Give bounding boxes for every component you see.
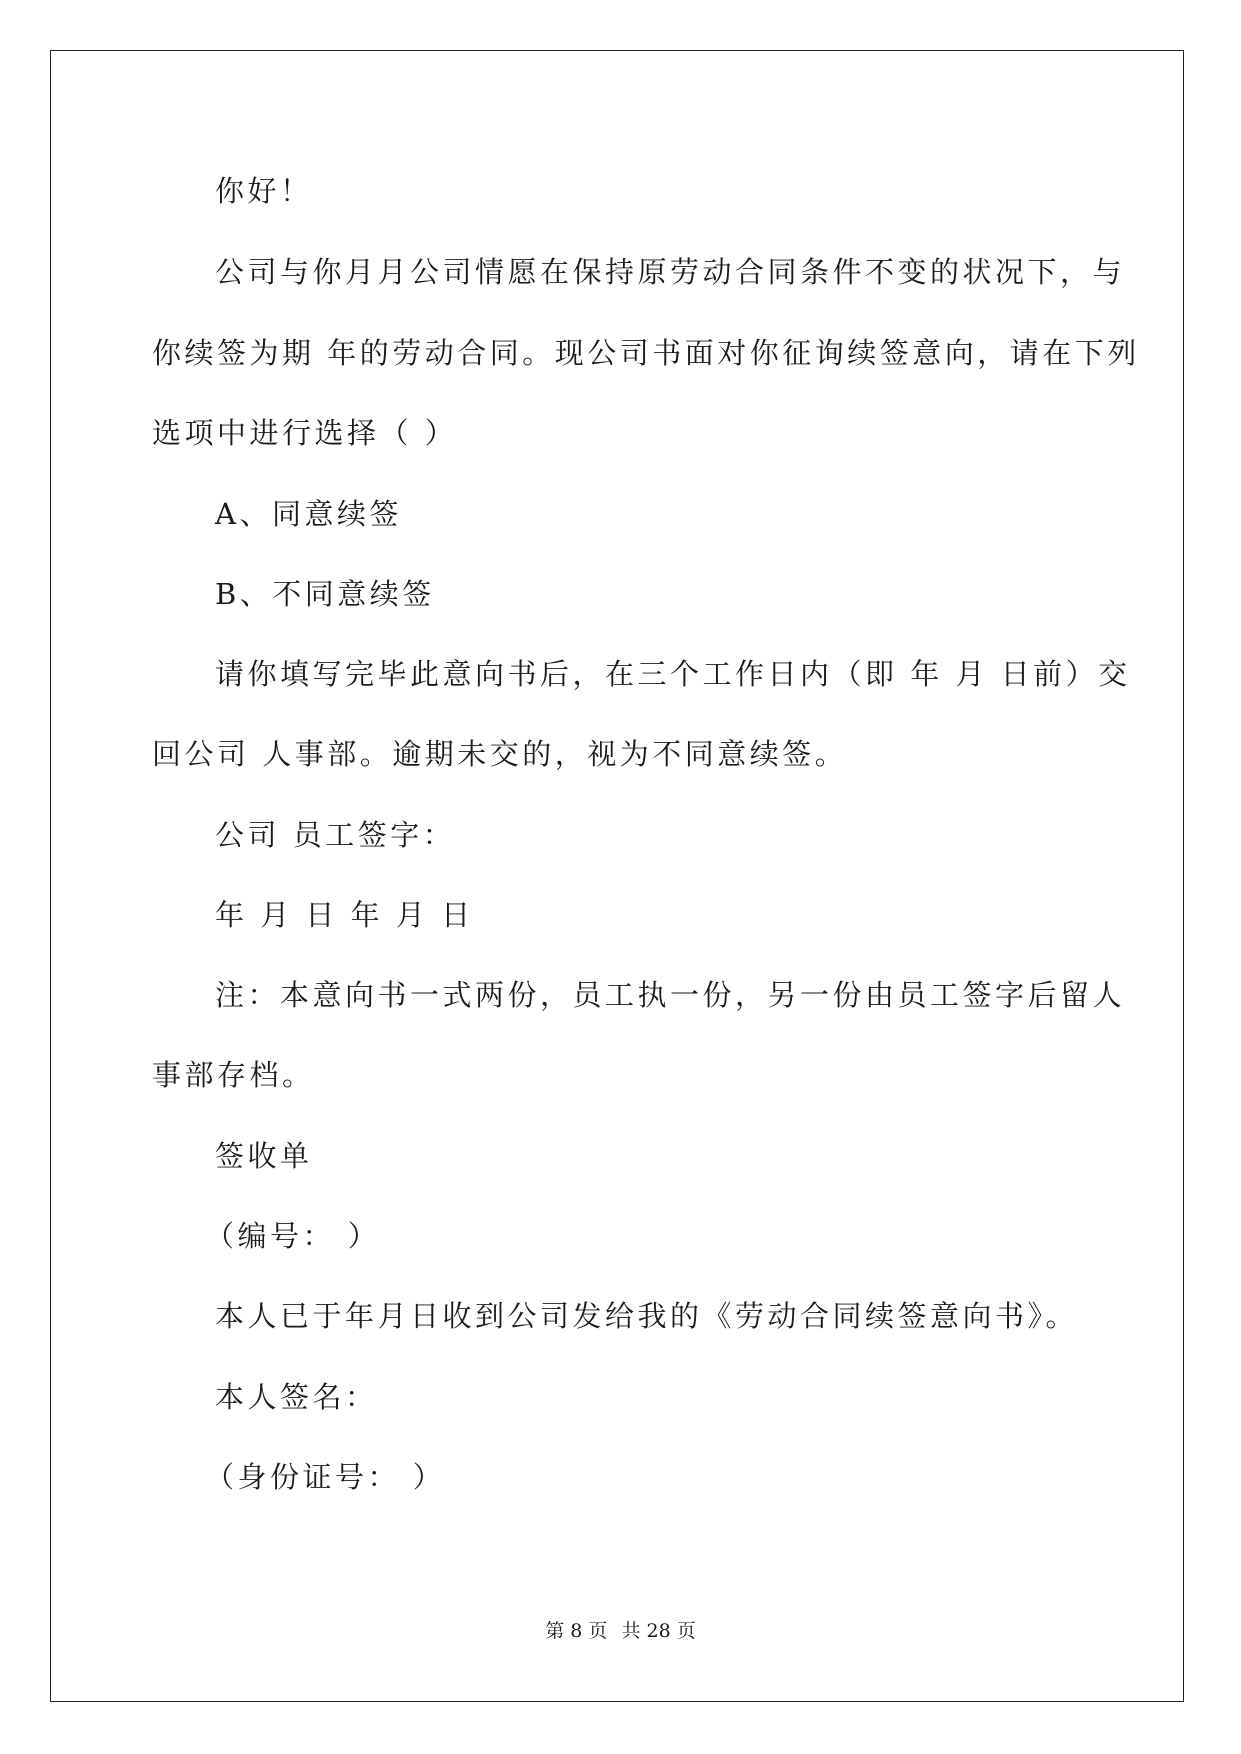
paragraph-2-line-1: 请你填写完毕此意向书后，在三个工作日内（即 年 月 日前）交 <box>215 657 1131 691</box>
paragraph-2-line-2: 回公司 人事部。逾期未交的，视为不同意续签。 <box>152 737 848 771</box>
receipt-signature: 本人签名： <box>215 1380 378 1414</box>
page-total: 共 28 页 <box>621 1620 696 1642</box>
paragraph-1-line-1: 公司与你月月公司情愿在保持原劳动合同条件不变的状况下，与 <box>215 255 1126 289</box>
paragraph-1-line-2: 你续签为期 年的劳动合同。现公司书面对你征询续签意向，请在下列 <box>152 336 1140 370</box>
greeting: 你好！ <box>215 174 313 208</box>
page-number: 第 8 页 <box>545 1620 608 1642</box>
page-footer <box>0 1618 1241 1644</box>
receipt-title: 签收单 <box>215 1139 313 1173</box>
option-b: B、不同意续签 <box>215 577 435 611</box>
receipt-number: （编号： ） <box>205 1219 381 1253</box>
signature-line: 公司 员工签字： <box>215 818 456 852</box>
option-a: A、同意续签 <box>215 497 402 531</box>
receipt-id: （身份证号： ） <box>205 1460 446 1494</box>
note-line-1: 注：本意向书一式两份，员工执一份，另一份由员工签字后留人 <box>215 978 1126 1012</box>
date-line: 年 月 日 年 月 日 <box>215 898 474 932</box>
receipt-text: 本人已于年月日收到公司发给我的《劳动合同续签意向书》。 <box>215 1299 1079 1333</box>
paragraph-1-line-3: 选项中进行选择（ ） <box>152 416 458 450</box>
note-line-2: 事部存档。 <box>152 1058 315 1092</box>
page-border <box>50 50 1184 1702</box>
